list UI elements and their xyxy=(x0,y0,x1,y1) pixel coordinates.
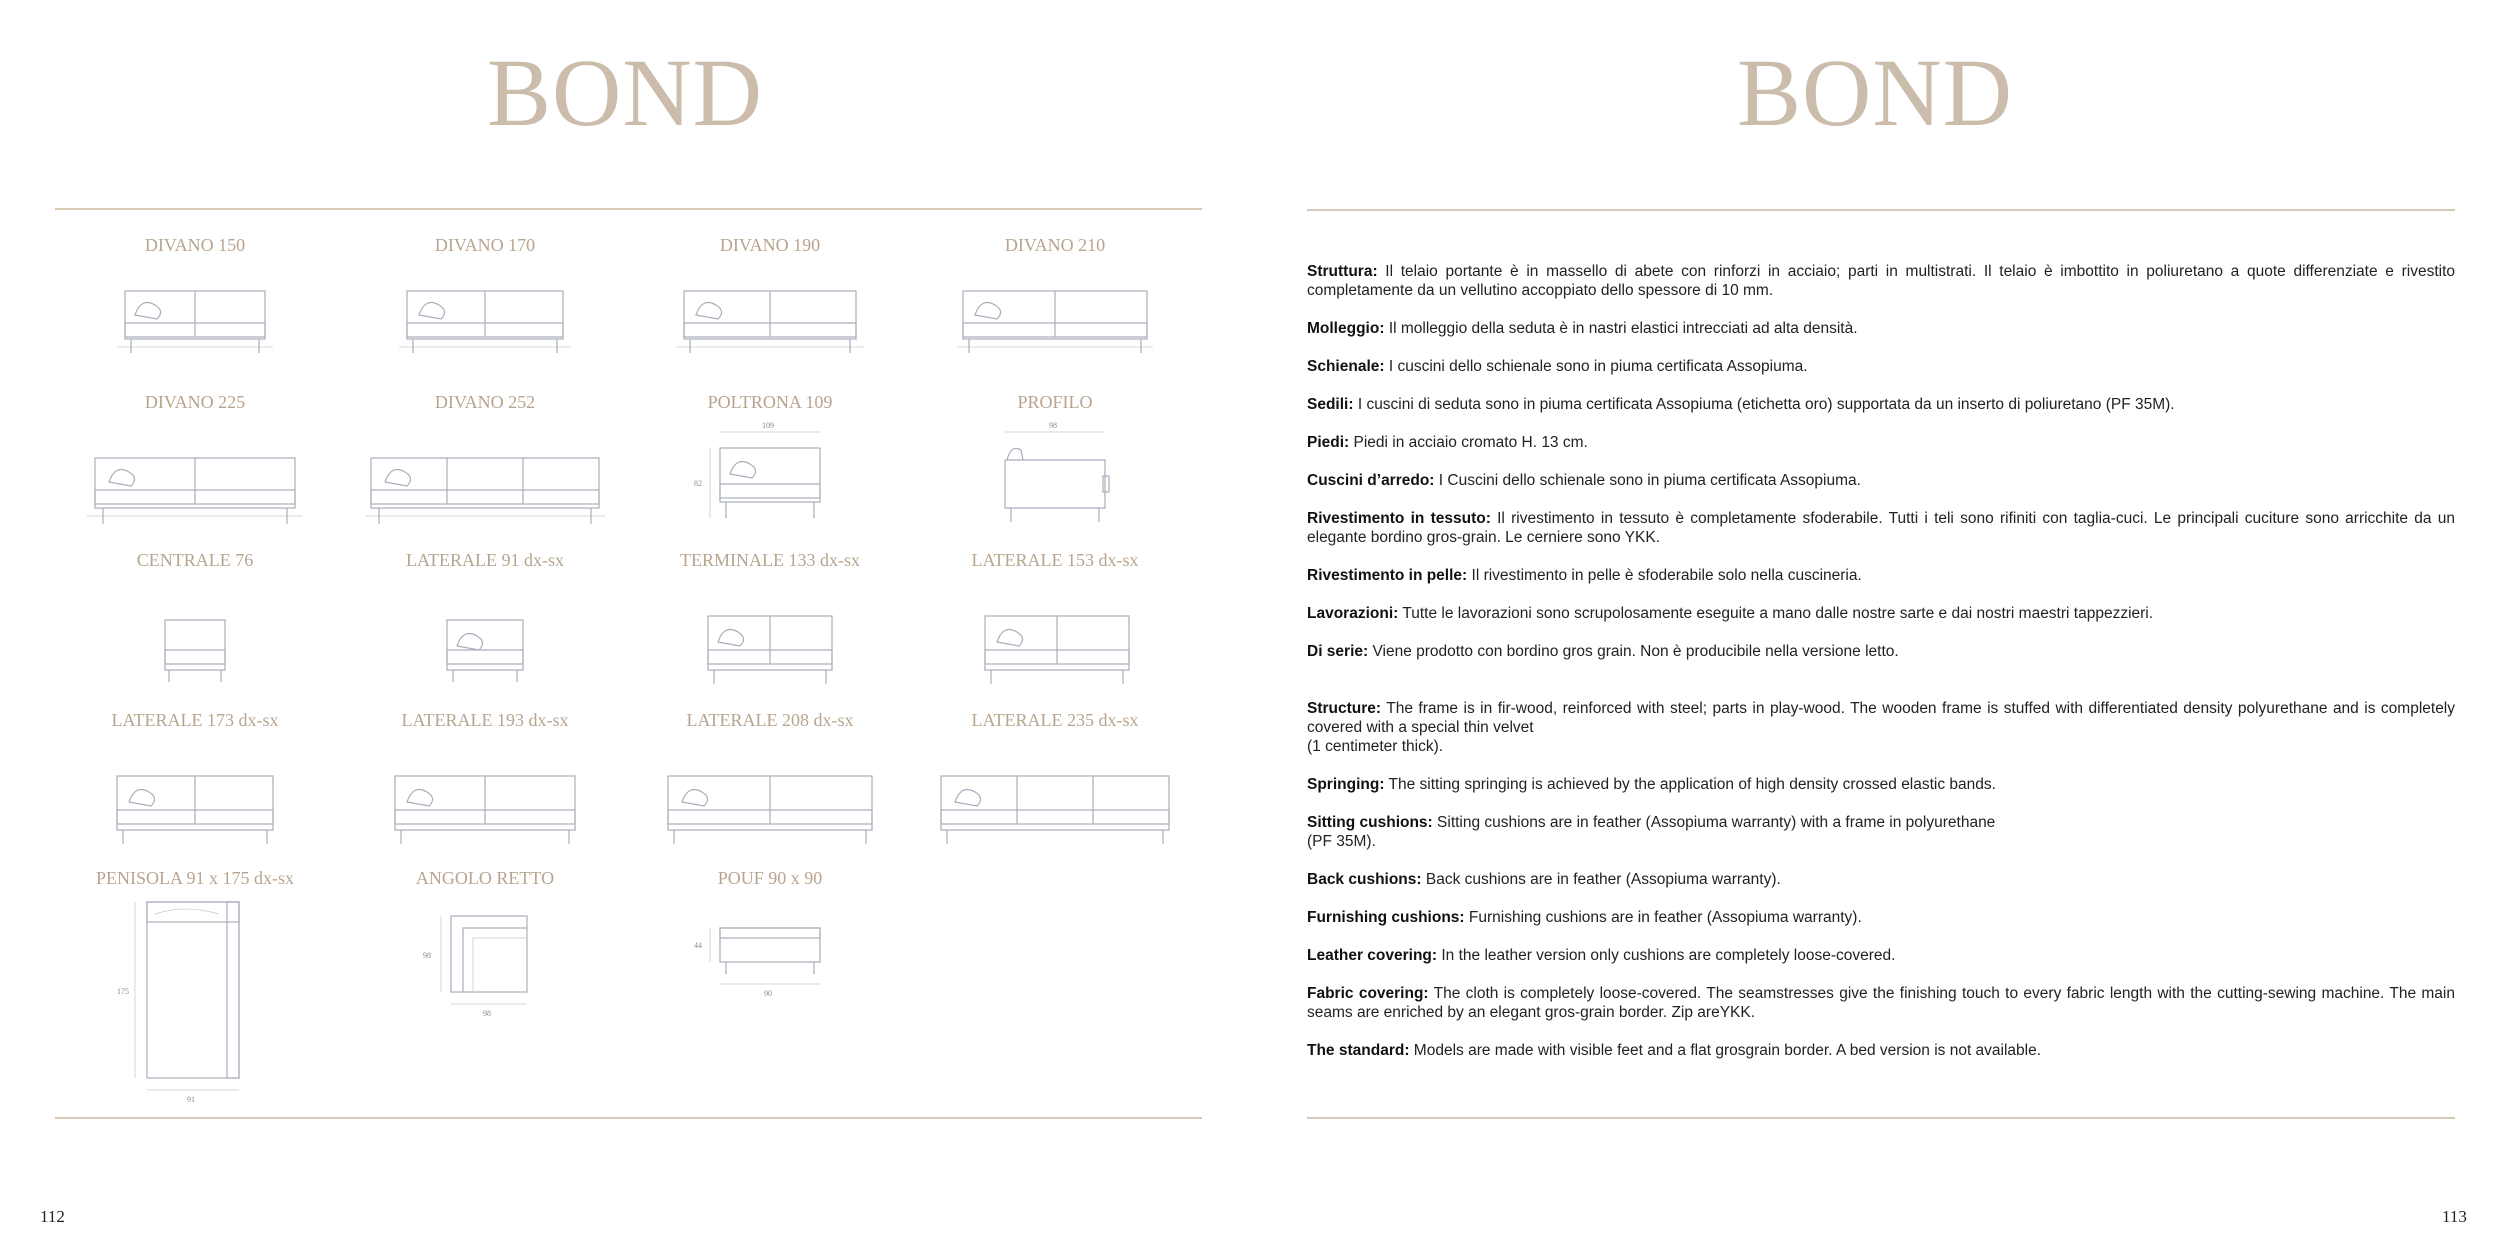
armchair-sketch-icon xyxy=(670,421,870,538)
model-label: POLTRONA 109 xyxy=(707,392,833,412)
model-label: LATERALE 91 dx-sx xyxy=(406,550,564,570)
model-divano-210 xyxy=(955,235,1155,375)
dimension-height: 44 xyxy=(694,941,702,950)
dimension-width: 109 xyxy=(762,421,774,430)
spec-item: Molleggio: Il molleggio della seduta è in nastri elastici intrecciati ad alta densità. xyxy=(1307,320,1858,337)
pouf-sketch-icon xyxy=(670,908,870,1028)
spec-item: Schienale: I cuscini dello schienale sono in piuma certificata Assopiuma. xyxy=(1307,358,1808,375)
spec-item: Rivestimento in tessuto: Il rivestimento in tessuto è completamente sfoderabile. Tutti i teli sono rifiniti con taglia-cuci. Le principali cuciture sono arricchite da un elegante bordino gros-grain. Le cerniere sono YKK. xyxy=(1307,510,2456,546)
spec-item: Lavorazioni: Tutte le lavorazioni sono scrupolosamente eseguite a mano dalle nostre sarte e dai nostri maestri tappezzieri. xyxy=(1307,605,2154,622)
model-label: LATERALE 235 dx-sx xyxy=(971,710,1139,730)
side-module-sketch-icon xyxy=(955,586,1155,696)
model-centrale-76 xyxy=(95,550,295,700)
model-label: LATERALE 153 dx-sx xyxy=(971,550,1139,570)
model-label: LATERALE 208 dx-sx xyxy=(686,710,854,730)
model-angolo-retto xyxy=(385,868,585,1068)
side-module-sketch-icon xyxy=(385,746,585,856)
spec-item: Fabric covering: The cloth is completely loose-covered. The seamstresses give the finishing touch to every fabric length with the cutting-sewing machine. The main seams are enriched by an elegant gros-grain border. Zip areYKK. xyxy=(1307,985,2455,1021)
sofa-2-seat-sketch-icon xyxy=(385,271,585,371)
top-rule xyxy=(1307,209,2455,211)
dimension-width: 90 xyxy=(764,989,772,998)
model-laterale-153 xyxy=(955,550,1155,700)
dimension-height: 82 xyxy=(694,479,702,488)
page-number: 113 xyxy=(2442,1207,2467,1226)
page-number: 112 xyxy=(40,1207,65,1226)
model-laterale-208 xyxy=(670,710,870,860)
side-module-sketch-icon xyxy=(660,746,880,856)
side-module-sketch-icon xyxy=(95,746,295,856)
model-profilo xyxy=(955,392,1155,542)
model-laterale-193 xyxy=(385,710,585,860)
model-label: DIVANO 190 xyxy=(719,235,821,255)
model-label: LATERALE 173 dx-sx xyxy=(111,710,279,730)
model-divano-190 xyxy=(670,235,870,375)
model-label: PROFILO xyxy=(1017,392,1093,412)
model-label: DIVANO 210 xyxy=(1004,235,1106,255)
model-divano-150 xyxy=(95,235,295,375)
spec-item: Springing: The sitting springing is achieved by the application of high density crossed elastic bands. xyxy=(1307,776,1996,793)
model-penisola xyxy=(95,868,295,1108)
model-label: DIVANO 225 xyxy=(144,392,246,412)
spec-item: Struttura: Il telaio portante è in massello di abete con rinforzi in acciaio; parti in multistrati. Il telaio è imbottito in poliuretano a quote differenziate e rivestito completamente da un vellutino accoppiato dello spessore di 10 mm. xyxy=(1307,263,2455,299)
sofa-2-seat-sketch-icon xyxy=(670,271,870,371)
spec-item: Di serie: Viene prodotto con bordino gros grain. Non è producibile nella versione letto. xyxy=(1307,643,1899,660)
model-laterale-173 xyxy=(95,710,295,860)
sofa-3-seat-sketch-icon xyxy=(365,428,605,538)
spec-item: Piedi: Piedi in acciaio cromato H. 13 cm. xyxy=(1307,434,1588,451)
model-laterale-235 xyxy=(955,710,1155,860)
sofa-2-seat-sketch-icon xyxy=(955,271,1155,371)
dimension-depth: 98 xyxy=(1049,421,1057,430)
model-label: TERMINALE 133 dx-sx xyxy=(680,550,860,570)
brand-title: BOND xyxy=(1736,39,2013,146)
model-label: ANGOLO RETTO xyxy=(415,868,555,888)
model-label: DIVANO 150 xyxy=(144,235,246,255)
side-module-sketch-icon xyxy=(935,746,1175,856)
model-divano-225 xyxy=(95,392,295,542)
model-divano-252 xyxy=(385,392,585,542)
chaise-plan-sketch-icon xyxy=(95,898,295,1108)
bottom-rule xyxy=(55,1117,1202,1119)
spec-item: The standard: Models are made with visible feet and a flat grosgrain border. A bed version is not available. xyxy=(1307,1042,2042,1059)
dimension-length: 175 xyxy=(117,987,129,996)
corner-plan-sketch-icon xyxy=(385,910,585,1030)
sofa-2-seat-sketch-icon xyxy=(85,428,305,538)
sofa-2-seat-sketch-icon xyxy=(95,271,295,371)
spec-item: Cuscini d’arredo: I Cuscini dello schienale sono in piuma certificata Assopiuma. xyxy=(1307,472,1861,489)
model-laterale-91 xyxy=(385,550,585,700)
spec-item: Furnishing cushions: Furnishing cushions are in feather (Assopiuma warranty). xyxy=(1307,909,1862,926)
spec-item: Structure: The frame is in fir-wood, reinforced with steel; parts in play-wood. The wooden frame is stuffed with differentiated density polyurethane and is completely covered with a special thin velvet (1 centimeter thick). xyxy=(1307,700,2456,755)
right-page xyxy=(1250,0,2500,1250)
model-label: DIVANO 170 xyxy=(434,235,536,255)
spec-item: Rivestimento in pelle: Il rivestimento in pelle è sfoderabile solo nella cuscineria. xyxy=(1307,567,1862,584)
model-label: PENISOLA 91 x 175 dx-sx xyxy=(95,868,294,888)
spec-item: Back cushions: Back cushions are in feather (Assopiuma warranty). xyxy=(1307,871,1781,888)
spec-item: Leather covering: In the leather version only cushions are completely loose-covered. xyxy=(1307,947,1896,964)
dimension-depth: 98 xyxy=(423,951,431,960)
model-divano-170 xyxy=(385,235,585,375)
top-rule xyxy=(55,208,1202,210)
side-module-sketch-icon xyxy=(385,586,585,696)
spec-list xyxy=(1307,262,2455,1079)
spec-item: Sedili: I cuscini di seduta sono in piuma certificata Assopiuma (etichetta oro) supportata da un inserto di poliuretano (PF 35M). xyxy=(1307,396,2175,413)
side-profile-sketch-icon xyxy=(955,421,1155,538)
dimension-width: 98 xyxy=(483,1009,491,1018)
terminal-module-sketch-icon xyxy=(670,586,870,696)
dimension-width: 91 xyxy=(187,1095,195,1104)
bottom-rule xyxy=(1307,1117,2455,1119)
model-label: DIVANO 252 xyxy=(434,392,536,412)
model-pouf xyxy=(670,868,870,1068)
center-module-sketch-icon xyxy=(95,586,295,696)
spec-item: Sitting cushions: Sitting cushions are in feather (Assopiuma warranty) with a frame in polyurethane (PF 35M). xyxy=(1307,814,1996,850)
model-label: POUF 90 x 90 xyxy=(717,868,823,888)
model-poltrona-109 xyxy=(670,392,870,542)
model-label: LATERALE 193 dx-sx xyxy=(401,710,569,730)
model-terminale-133 xyxy=(670,550,870,700)
model-label: CENTRALE 76 xyxy=(136,550,254,570)
brand-title: BOND xyxy=(486,39,763,146)
